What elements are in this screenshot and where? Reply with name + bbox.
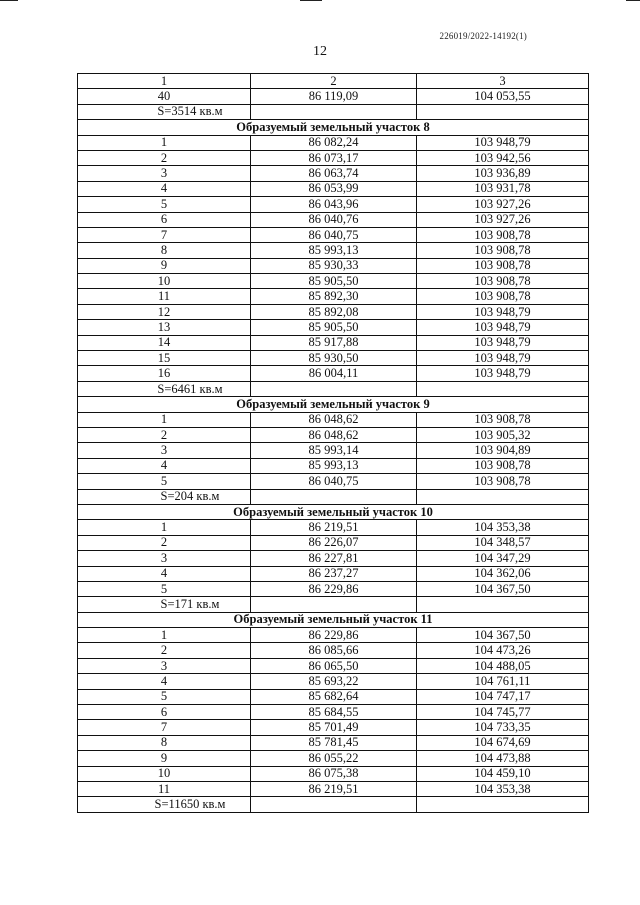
x-coordinate-cell: 85 682,64 [251,689,417,704]
empty-cell [417,797,589,812]
y-coordinate-cell: 103 908,78 [417,227,589,242]
x-coordinate-cell: 86 065,50 [251,658,417,673]
point-number-cell: 40 [78,89,251,104]
point-number-cell: 16 [78,366,251,381]
table-row [78,781,589,796]
table-row [78,535,589,550]
empty-cell [417,489,589,504]
point-number-cell: 9 [78,258,251,273]
document-number: 226019/2022-14192(1) [439,31,527,41]
x-coordinate-cell: 86 043,96 [251,197,417,212]
x-coordinate-cell: 86 040,75 [251,474,417,489]
table-row [78,766,589,781]
point-number-cell: 7 [78,720,251,735]
x-coordinate-cell: 85 781,45 [251,735,417,750]
x-coordinate-cell: 86 227,81 [251,551,417,566]
y-coordinate-cell: 103 905,32 [417,427,589,442]
x-coordinate-cell: 85 930,50 [251,351,417,366]
empty-cell [251,597,417,612]
y-coordinate-cell: 103 904,89 [417,443,589,458]
empty-cell [251,104,417,119]
y-coordinate-cell: 104 761,11 [417,674,589,689]
table-row [78,566,589,581]
area-row [78,104,589,119]
y-coordinate-cell: 103 908,78 [417,289,589,304]
y-coordinate-cell: 104 367,50 [417,581,589,596]
area-row [78,489,589,504]
x-coordinate-cell: 85 693,22 [251,674,417,689]
coordinates-table [77,73,589,813]
table-row [78,274,589,289]
table-row [78,674,589,689]
header-row [78,74,589,89]
area-value: S=204 кв.м [78,489,251,504]
y-coordinate-cell: 103 908,78 [417,412,589,427]
y-coordinate-cell: 104 473,88 [417,751,589,766]
point-number-cell: 7 [78,227,251,242]
table-row [78,366,589,381]
point-number-cell: 6 [78,212,251,227]
y-coordinate-cell: 104 353,38 [417,520,589,535]
point-number-cell: 14 [78,335,251,350]
table-row [78,135,589,150]
table-row [78,458,589,473]
y-coordinate-cell: 104 348,57 [417,535,589,550]
y-coordinate-cell: 103 908,78 [417,258,589,273]
coordinates-table-body [78,74,589,813]
section-title-row [78,397,589,412]
y-coordinate-cell: 104 459,10 [417,766,589,781]
x-coordinate-cell: 86 040,75 [251,227,417,242]
x-coordinate-cell: 85 993,13 [251,243,417,258]
section-title-row [78,504,589,519]
point-number-cell: 6 [78,705,251,720]
x-coordinate-cell: 85 684,55 [251,705,417,720]
y-coordinate-cell: 104 053,55 [417,89,589,104]
y-coordinate-cell: 103 908,78 [417,458,589,473]
area-row [78,797,589,812]
point-number-cell: 4 [78,566,251,581]
point-number-cell: 5 [78,197,251,212]
section-title-row [78,120,589,135]
x-coordinate-cell: 86 075,38 [251,766,417,781]
point-number-cell: 9 [78,751,251,766]
point-number-cell: 12 [78,304,251,319]
x-coordinate-cell: 85 905,50 [251,274,417,289]
table-row [78,197,589,212]
table-row [78,150,589,165]
point-number-cell: 4 [78,181,251,196]
y-coordinate-cell: 103 936,89 [417,166,589,181]
table-row [78,705,589,720]
y-coordinate-cell: 103 948,79 [417,335,589,350]
table-row [78,335,589,350]
x-coordinate-cell: 86 229,86 [251,628,417,643]
x-coordinate-cell: 86 219,51 [251,781,417,796]
table-row [78,89,589,104]
table-row [78,443,589,458]
point-number-cell: 4 [78,458,251,473]
x-coordinate-cell: 86 040,76 [251,212,417,227]
area-row [78,381,589,396]
empty-cell [251,797,417,812]
area-row [78,597,589,612]
table-row [78,581,589,596]
point-number-cell: 2 [78,427,251,442]
x-coordinate-cell: 86 053,99 [251,181,417,196]
x-coordinate-cell: 85 892,08 [251,304,417,319]
table-row [78,689,589,704]
point-number-cell: 8 [78,243,251,258]
table-row [78,227,589,242]
x-coordinate-cell: 86 073,17 [251,150,417,165]
section-title: Образуемый земельный участок 11 [78,612,589,627]
x-coordinate-cell: 85 993,13 [251,458,417,473]
scan-edge-mark [300,0,322,1]
point-number-cell: 1 [78,628,251,643]
empty-cell [417,597,589,612]
table-row [78,628,589,643]
section-title-row [78,612,589,627]
point-number-cell: 11 [78,289,251,304]
area-value: S=11650 кв.м [78,797,251,812]
y-coordinate-cell: 103 948,79 [417,320,589,335]
point-number-cell: 15 [78,351,251,366]
y-coordinate-cell: 104 473,26 [417,643,589,658]
header-cell-point: 1 [78,74,251,89]
point-number-cell: 8 [78,735,251,750]
y-coordinate-cell: 103 948,79 [417,304,589,319]
table-row [78,720,589,735]
x-coordinate-cell: 86 226,07 [251,535,417,550]
x-coordinate-cell: 86 082,24 [251,135,417,150]
point-number-cell: 5 [78,689,251,704]
section-title: Образуемый земельный участок 9 [78,397,589,412]
y-coordinate-cell: 104 347,29 [417,551,589,566]
table-row [78,520,589,535]
table-row [78,166,589,181]
x-coordinate-cell: 86 237,27 [251,566,417,581]
x-coordinate-cell: 86 048,62 [251,427,417,442]
table-row [78,258,589,273]
area-value: S=3514 кв.м [78,104,251,119]
scan-edge-mark [0,0,18,1]
point-number-cell: 1 [78,520,251,535]
empty-cell [417,381,589,396]
y-coordinate-cell: 104 362,06 [417,566,589,581]
area-value: S=6461 кв.м [78,381,251,396]
table-row [78,304,589,319]
x-coordinate-cell: 85 905,50 [251,320,417,335]
table-row [78,551,589,566]
table-row [78,751,589,766]
point-number-cell: 10 [78,274,251,289]
x-coordinate-cell: 86 004,11 [251,366,417,381]
section-title: Образуемый земельный участок 8 [78,120,589,135]
empty-cell [251,489,417,504]
y-coordinate-cell: 104 353,38 [417,781,589,796]
table-row [78,643,589,658]
x-coordinate-cell: 86 119,09 [251,89,417,104]
x-coordinate-cell: 86 063,74 [251,166,417,181]
y-coordinate-cell: 104 488,05 [417,658,589,673]
y-coordinate-cell: 104 674,69 [417,735,589,750]
x-coordinate-cell: 85 930,33 [251,258,417,273]
y-coordinate-cell: 104 733,35 [417,720,589,735]
page-number: 12 [313,44,327,59]
x-coordinate-cell: 86 229,86 [251,581,417,596]
y-coordinate-cell: 103 931,78 [417,181,589,196]
y-coordinate-cell: 103 908,78 [417,474,589,489]
empty-cell [251,381,417,396]
point-number-cell: 5 [78,474,251,489]
point-number-cell: 2 [78,643,251,658]
x-coordinate-cell: 85 701,49 [251,720,417,735]
header-cell-y: 3 [417,74,589,89]
x-coordinate-cell: 86 048,62 [251,412,417,427]
table-row [78,735,589,750]
y-coordinate-cell: 103 942,56 [417,150,589,165]
y-coordinate-cell: 103 948,79 [417,366,589,381]
point-number-cell: 1 [78,412,251,427]
y-coordinate-cell: 103 927,26 [417,197,589,212]
x-coordinate-cell: 86 055,22 [251,751,417,766]
table-row [78,427,589,442]
y-coordinate-cell: 103 908,78 [417,274,589,289]
x-coordinate-cell: 86 085,66 [251,643,417,658]
y-coordinate-cell: 104 745,77 [417,705,589,720]
y-coordinate-cell: 103 908,78 [417,243,589,258]
section-title: Образуемый земельный участок 10 [78,504,589,519]
table-row [78,212,589,227]
y-coordinate-cell: 103 927,26 [417,212,589,227]
table-row [78,351,589,366]
point-number-cell: 13 [78,320,251,335]
point-number-cell: 11 [78,781,251,796]
point-number-cell: 10 [78,766,251,781]
y-coordinate-cell: 103 948,79 [417,351,589,366]
point-number-cell: 2 [78,150,251,165]
table-row [78,181,589,196]
table-row [78,412,589,427]
y-coordinate-cell: 103 948,79 [417,135,589,150]
scan-edge-mark [626,0,640,1]
table-row [78,320,589,335]
area-value: S=171 кв.м [78,597,251,612]
point-number-cell: 3 [78,551,251,566]
point-number-cell: 5 [78,581,251,596]
header-cell-x: 2 [251,74,417,89]
point-number-cell: 3 [78,658,251,673]
point-number-cell: 2 [78,535,251,550]
point-number-cell: 3 [78,443,251,458]
table-row [78,243,589,258]
empty-cell [417,104,589,119]
point-number-cell: 3 [78,166,251,181]
x-coordinate-cell: 86 219,51 [251,520,417,535]
x-coordinate-cell: 85 917,88 [251,335,417,350]
table-row [78,289,589,304]
x-coordinate-cell: 85 892,30 [251,289,417,304]
point-number-cell: 1 [78,135,251,150]
table-row [78,658,589,673]
point-number-cell: 4 [78,674,251,689]
y-coordinate-cell: 104 747,17 [417,689,589,704]
y-coordinate-cell: 104 367,50 [417,628,589,643]
table-row [78,474,589,489]
x-coordinate-cell: 85 993,14 [251,443,417,458]
